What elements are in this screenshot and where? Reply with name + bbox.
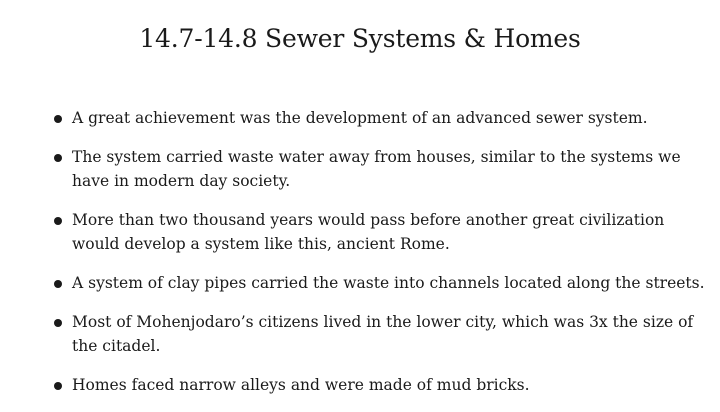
slide-title: 14.7-14.8 Sewer Systems & Homes — [139, 24, 581, 53]
bullet-text: A great achievement was the development of an advanced sewer system. — [72, 109, 648, 127]
bullet-list — [54, 106, 714, 412]
bullet-item — [54, 271, 714, 295]
bullet-dot-icon — [54, 115, 62, 123]
bullet-dot-icon — [54, 280, 62, 288]
bullet-text: Most of Mohenjodaro’s citizens lived in the lower city, which was 3x the size of the citadel. — [72, 313, 694, 355]
bullet-dot-icon — [54, 382, 62, 390]
bullet-text: More than two thousand years would pass before another great civilization would develop a system like this, ancient Rome. — [72, 211, 665, 253]
bullet-item — [54, 145, 714, 193]
bullet-text: Homes faced narrow alleys and were made of mud bricks. — [72, 376, 530, 394]
bullet-dot-icon — [54, 154, 62, 162]
bullet-text: The system carried waste water away from houses, similar to the systems we have in modern day society. — [72, 148, 681, 190]
bullet-dot-icon — [54, 319, 62, 327]
bullet-item — [54, 106, 714, 130]
bullet-item — [54, 208, 714, 256]
bullet-dot-icon — [54, 217, 62, 225]
bullet-item — [54, 373, 714, 397]
bullet-text: A system of clay pipes carried the waste into channels located along the streets. — [72, 274, 705, 292]
bullet-item — [54, 310, 714, 358]
